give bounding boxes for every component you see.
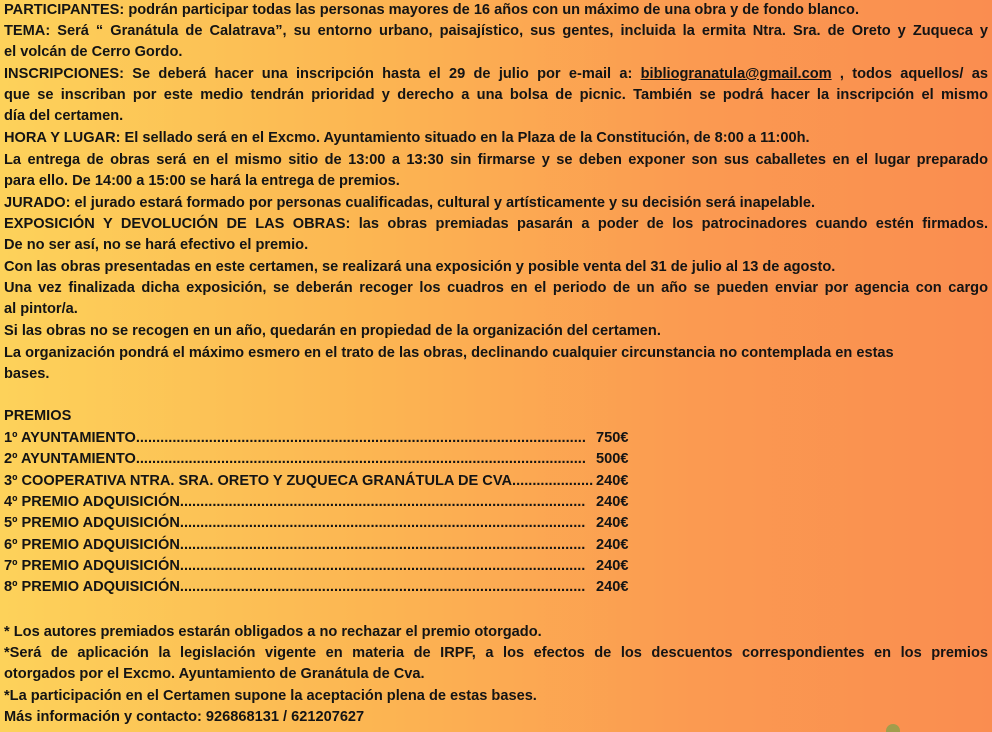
prize-amount: 750€ xyxy=(596,430,629,446)
tema-line-2: el volcán de Cerro Gordo. xyxy=(4,44,183,60)
prize-label: 7º PREMIO ADQUISICIÓN xyxy=(4,558,180,574)
prize-label: 5º PREMIO ADQUISICIÓN xyxy=(4,515,180,531)
organizacion-line-2: bases. xyxy=(4,366,50,382)
prize-leader-dots: .................................................................................................... xyxy=(179,537,586,553)
exposicion-line-2: De no ser así, no se hará efectivo el premio. xyxy=(4,237,309,253)
email-link[interactable]: bibliogranatula@gmail.com xyxy=(640,66,832,82)
prize-row xyxy=(4,428,644,449)
prize-label: 1º AYUNTAMIENTO xyxy=(4,430,136,446)
prize-label: 6º PREMIO ADQUISICIÓN xyxy=(4,537,180,553)
recogida-line-1: Una vez finalizada dicha exposición, se deberán recoger los cuadros en el periodo de un año se pueden enviar por agencia con cargo xyxy=(4,280,988,296)
inscripciones-line-2: que se inscriban por este medio tendrán prioridad y derecho a una bolsa de picnic. También se podrá hacer la inscripción el mismo xyxy=(4,87,988,103)
prize-leader-dots: ............................................................................................................... xyxy=(135,430,586,446)
exposicion-line-1: EXPOSICIÓN Y DEVOLUCIÓN DE LAS OBRAS: las obras premiadas pasarán a poder de los patrocinadores cuando estén firmados. xyxy=(4,216,988,232)
exposicion-venta-line: Con las obras presentadas en este certamen, se realizará una exposición y posible venta del 31 de julio al 13 de agosto. xyxy=(4,259,836,275)
prize-row xyxy=(4,449,644,470)
prize-leader-dots: .................................................................................................... xyxy=(179,558,586,574)
entrega-line-1: La entrega de obras será en el mismo sitio de 13:00 a 13:30 sin firmarse y se deben exponer son sus caballetes en el lugar preparado xyxy=(4,152,988,168)
prize-label: 3º COOPERATIVA NTRA. SRA. ORETO Y ZUQUECA GRANÁTULA DE CVA xyxy=(4,473,513,489)
prize-amount: 240€ xyxy=(596,473,629,489)
inscripciones-text-after: , todos aquellos/ as xyxy=(831,66,988,82)
prize-amount: 240€ xyxy=(596,515,629,531)
organizacion-line-1: La organización pondrá el máximo esmero en el trato de las obras, declinando cualquier circunstancia no contemplada en estas xyxy=(4,345,894,361)
prize-leader-dots: .................... xyxy=(512,473,594,489)
propiedad-line: Si las obras no se recogen en un año, quedarán en propiedad de la organización del certamen. xyxy=(4,323,661,339)
prize-label: 8º PREMIO ADQUISICIÓN xyxy=(4,579,180,595)
prize-row xyxy=(4,471,644,492)
note-irpf-line-2: otorgados por el Excmo. Ayuntamiento de Granátula de Cva. xyxy=(4,666,425,682)
tema-line-1: TEMA: Será “ Granátula de Calatrava”, su entorno urbano, paisajístico, sus gentes, incluida la ermita Ntra. Sra. de Oreto y Zuqueca y xyxy=(4,23,988,39)
prize-row xyxy=(4,556,644,577)
prize-amount: 240€ xyxy=(596,579,629,595)
participantes-line: PARTICIPANTES: podrán participar todas las personas mayores de 16 años con un máximo de una obra y de fondo blanco. xyxy=(4,2,859,18)
prize-amount: 240€ xyxy=(596,558,629,574)
prize-amount: 500€ xyxy=(596,451,629,467)
premios-title: PREMIOS xyxy=(4,408,72,424)
inscripciones-line-3: día del certamen. xyxy=(4,108,124,124)
entrega-line-2: para ello. De 14:00 a 15:00 se hará la entrega de premios. xyxy=(4,173,400,189)
prize-amount: 240€ xyxy=(596,537,629,553)
recogida-line-2: al pintor/a. xyxy=(4,301,78,317)
prize-label: 4º PREMIO ADQUISICIÓN xyxy=(4,494,180,510)
note-aceptacion: *La participación en el Certamen supone la aceptación plena de estas bases. xyxy=(4,688,537,704)
hora-lugar-line: HORA Y LUGAR: El sellado será en el Excmo. Ayuntamiento situado en la Plaza de la Constitución, de 8:00 a 11:00h. xyxy=(4,130,810,146)
prize-label: 2º AYUNTAMIENTO xyxy=(4,451,136,467)
note-irpf-line-1: *Será de aplicación la legislación vigente en materia de IRPF, a los efectos de los descuentos correspondientes en los premios xyxy=(4,645,988,661)
logo-corner-icon xyxy=(886,724,900,732)
inscripciones-text: INSCRIPCIONES: Se deberá hacer una inscripción hasta el 29 de julio por e-mail a: xyxy=(4,66,641,82)
prize-row xyxy=(4,535,644,556)
prize-row xyxy=(4,577,644,598)
contact-line: Más información y contacto: 926868131 / 621207627 xyxy=(4,709,365,725)
prize-amount: 240€ xyxy=(596,494,629,510)
prize-leader-dots: .................................................................................................... xyxy=(179,579,586,595)
prize-row xyxy=(4,492,644,513)
inscripciones-line-1 xyxy=(4,64,988,85)
prize-leader-dots: ............................................................................................................... xyxy=(135,451,586,467)
prize-leader-dots: .................................................................................................... xyxy=(179,494,586,510)
note-premiados: * Los autores premiados estarán obligados a no rechazar el premio otorgado. xyxy=(4,624,542,640)
prize-leader-dots: .................................................................................................... xyxy=(179,515,586,531)
prize-row xyxy=(4,513,644,534)
jurado-line: JURADO: el jurado estará formado por personas cualificadas, cultural y artísticamente y su decisión será inapelable. xyxy=(4,195,816,211)
